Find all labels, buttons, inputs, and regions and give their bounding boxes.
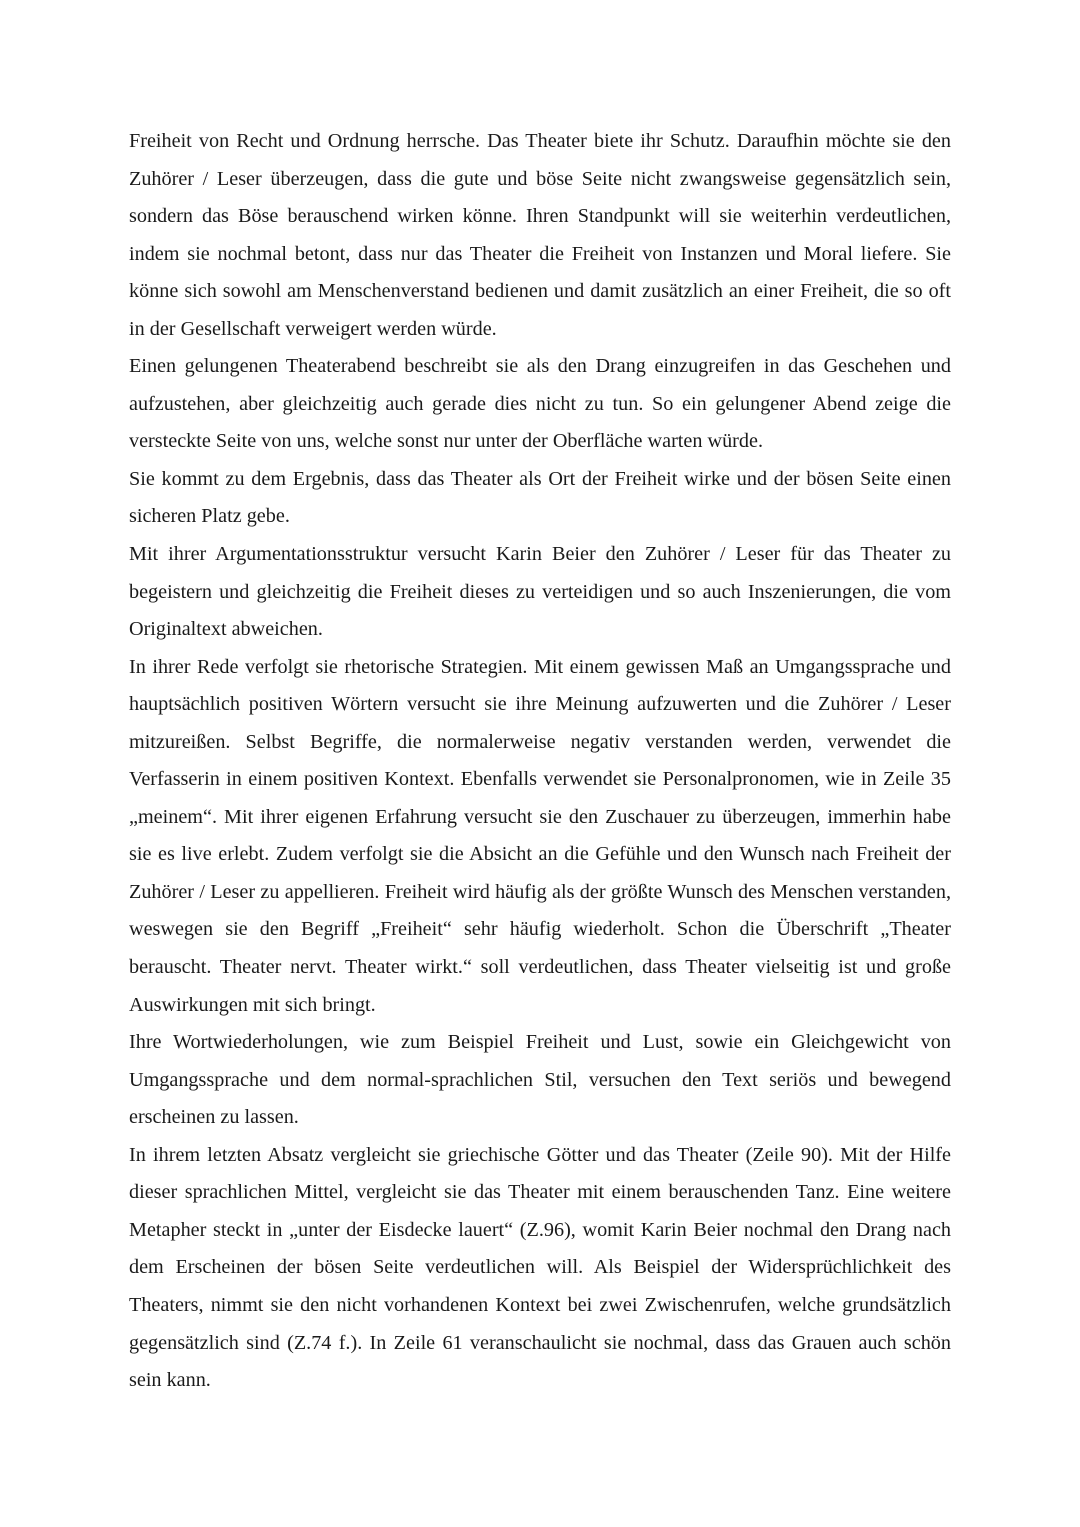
paragraph-2: Einen gelungenen Theaterabend beschreibt sie als den Drang einzugreifen in das Geschehen und aufzustehen, aber gleichzeitig auch gerade dies nicht zu tun. So ein gelungener Abend zeige die versteckte Seite von uns, welche sonst nur unter der Oberfläche warten würde. (129, 355, 951, 453)
paragraph-4: Mit ihrer Argumentationsstruktur versucht Karin Beier den Zuhörer / Leser für das Theater zu begeistern und gleichzeitig die Freiheit dieses zu verteidigen und so auch Inszenierungen, die vom Originaltext abweichen. (129, 543, 951, 641)
paragraph-7: In ihrem letzten Absatz vergleicht sie griechische Götter und das Theater (Zeile 90). Mit der Hilfe dieser sprachlichen Mittel, vergleicht sie das Theater mit einem berauschenden Tanz. Eine weitere Metapher steckt in „unter der Eisdecke lauert“ (Z.96), womit Karin Beier nochmal den Drang nach dem Erscheinen der bösen Seite verdeutlichen will. Als Beispiel der Widersprüchlichkeit des Theaters, nimmt sie den nicht vorhandenen Kontext bei zwei Zwischenrufen, welche grundsätzlich gegensätzlich sind (Z.74 f.). In Zeile 61 veranschaulicht sie nochmal, dass das Grauen auch schön sein kann. (129, 1143, 951, 1392)
document-page (129, 123, 951, 1400)
paragraph-1: Freiheit von Recht und Ordnung herrsche. Das Theater biete ihr Schutz. Daraufhin möchte sie den Zuhörer / Leser überzeugen, dass die gute und böse Seite nicht zwangsweise gegensätzlich sein, sondern das Böse berauschend wirken könne. Ihren Standpunkt will sie weiterhin verdeutlichen, indem sie nochmal betont, dass nur das Theater die Freiheit von Instanzen und Moral liefere. Sie könne sich sowohl am Menschenverstand bedienen und damit zusätzlich an einer Freiheit, die so oft in der Gesellschaft verweigert werden würde. (129, 130, 951, 340)
paragraph-3: Sie kommt zu dem Ergebnis, dass das Theater als Ort der Freiheit wirke und der bösen Seite einen sicheren Platz gebe. (129, 467, 951, 528)
paragraph-5: In ihrer Rede verfolgt sie rhetorische Strategien. Mit einem gewissen Maß an Umgangssprache und hauptsächlich positiven Wörtern versucht sie ihre Meinung aufzuwerten und die Zuhörer / Leser mitzureißen. Selbst Begriffe, die normalerweise negativ verstanden werden, verwendet die Verfasserin in einem positiven Kontext. Ebenfalls verwendet sie Personalpronomen, wie in Zeile 35 „meinem“. Mit ihrer eigenen Erfahrung versucht sie den Zuschauer zu überzeugen, immerhin habe sie es live erlebt. Zudem verfolgt sie die Absicht an die Gefühle und den Wunsch nach Freiheit der Zuhörer / Leser zu appellieren. Freiheit wird häufig als der größte Wunsch des Menschen verstanden, weswegen sie den Begriff „Freiheit“ sehr häufig wiederholt. Schon die Überschrift „Theater berauscht. Theater nervt. Theater wirkt.“ soll verdeutlichen, dass Theater vielseitig ist und große Auswirkungen mit sich bringt. (129, 655, 951, 1016)
paragraph-6: Ihre Wortwiederholungen, wie zum Beispiel Freiheit und Lust, sowie ein Gleichgewicht von Umgangssprache und dem normal-sprachlichen Stil, versuchen den Text seriös und bewegend erscheinen zu lassen. (129, 1031, 951, 1129)
